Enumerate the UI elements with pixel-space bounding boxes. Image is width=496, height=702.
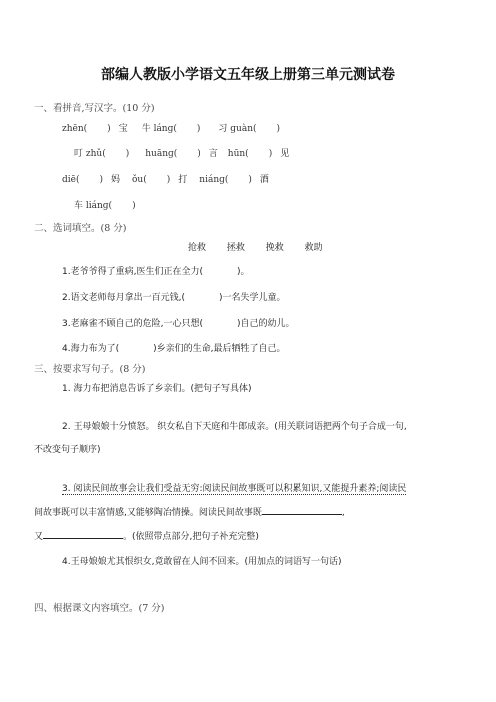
paren-close: ) <box>248 175 252 185</box>
rewrite-q2-line1: 2. 王母娘娘十分愤怒。 织女私自下天庭和牛郎成亲。(用关联词语把两个句子合成一句, <box>62 422 407 432</box>
section-1-heading: 一、看拼音,写汉字。(10 分) <box>34 103 155 114</box>
paren-close: ) <box>268 149 273 159</box>
fill-post: )。 <box>236 267 250 277</box>
word-options <box>188 240 341 253</box>
rewrite-q2-line2: 不改变句子顺序) <box>34 445 101 455</box>
paren-close: ) <box>197 149 201 159</box>
paren-close: ) <box>276 124 281 134</box>
paren-close: ) <box>125 149 130 159</box>
paren-close: ) <box>132 201 136 211</box>
q3-text: 3. 阅读民间故事会让我们受益无穷:阅读民间故事既可以积累知识,又能提升素养;阅读民 <box>62 484 407 494</box>
q3-you: 又 <box>34 532 44 542</box>
answer-blank[interactable] <box>262 505 342 515</box>
pinyin-item: hūn( <box>227 149 249 159</box>
char: 见 <box>280 149 290 159</box>
pinyin-item: diē( <box>62 175 80 185</box>
char: 言 <box>208 149 218 159</box>
q3-instruction: 。(依照带点部分,把句子补充完整) <box>123 532 259 542</box>
fill-item-4 <box>62 341 285 354</box>
paren-close: ) <box>107 124 111 134</box>
pinyin-item: niánɡ( <box>199 175 229 185</box>
fill-item-2 <box>62 290 285 303</box>
paren-close: ) <box>99 175 103 185</box>
pinyin-item: 叮 zhǔ( <box>74 149 106 159</box>
pinyin-row-1 <box>62 121 280 134</box>
paren-close: ) <box>196 124 201 134</box>
fill-pre: 1.老爷爷得了重病,医生们正在全力( <box>62 267 203 277</box>
fill-item-1 <box>62 264 249 277</box>
rewrite-q1: 1. 海力布把消息告诉了乡亲们。(把句子写具体) <box>62 384 252 394</box>
pinyin-item: huānɡ( <box>145 149 178 159</box>
word-option: 抢救 <box>188 243 207 253</box>
q3-text: 间故事既可以丰富情感,又能够陶冶情操。阅读民间故事既 <box>34 508 262 518</box>
pinyin-item: ǒu( <box>132 175 147 185</box>
pinyin-row-4 <box>74 198 136 211</box>
word-option: 救助 <box>304 243 323 253</box>
fill-post: )乡亲们的生命,最后牺牲了自己。 <box>153 344 286 354</box>
section-2-heading: 二、选词填空。(8 分) <box>34 223 127 234</box>
char: 妈 <box>111 175 121 185</box>
pinyin-item: 车 liánɡ( <box>74 201 113 211</box>
fill-pre: 2.语文老师每月拿出一百元钱,( <box>62 293 185 303</box>
section-3-heading: 三、按要求写句子。(8 分) <box>34 364 146 375</box>
page-title: 部编人教版小学语文五年级上册第三单元测试卷 <box>101 67 395 83</box>
answer-blank[interactable] <box>43 529 123 539</box>
rewrite-q3-line1 <box>62 481 406 494</box>
fill-item-3 <box>62 316 294 329</box>
rewrite-q3-line3 <box>34 529 259 542</box>
char: 酒 <box>259 175 269 185</box>
section-4-heading: 四、根据课文内容填空。(7 分) <box>34 603 165 614</box>
pinyin-row-2 <box>74 146 289 159</box>
q3-comma: , <box>341 508 345 518</box>
word-option: 挽救 <box>265 243 284 253</box>
rewrite-q3-line2 <box>34 505 345 518</box>
fill-pre: 3.老麻雀不顾自己的危险,一心只想( <box>62 319 203 329</box>
paren-close: ) <box>166 175 171 185</box>
fill-post: )自己的幼儿。 <box>236 319 295 329</box>
rewrite-q4: 4.王母娘娘尤其恨织女,竟敢留在人间不回来。(用加点的词语写一句话) <box>62 557 342 567</box>
fill-pre: 4.海力布为了( <box>62 344 120 354</box>
pinyin-item: 牛 lánɡ( <box>141 124 177 134</box>
char: 打 <box>178 175 188 185</box>
char: 宝 <box>118 124 128 134</box>
word-option: 拯救 <box>226 243 245 253</box>
pinyin-item: 习 ɡuàn( <box>218 124 257 134</box>
pinyin-row-3 <box>62 172 269 185</box>
pinyin-item: zhēn( <box>62 124 88 134</box>
fill-post: )一名失学儿童。 <box>218 293 286 303</box>
